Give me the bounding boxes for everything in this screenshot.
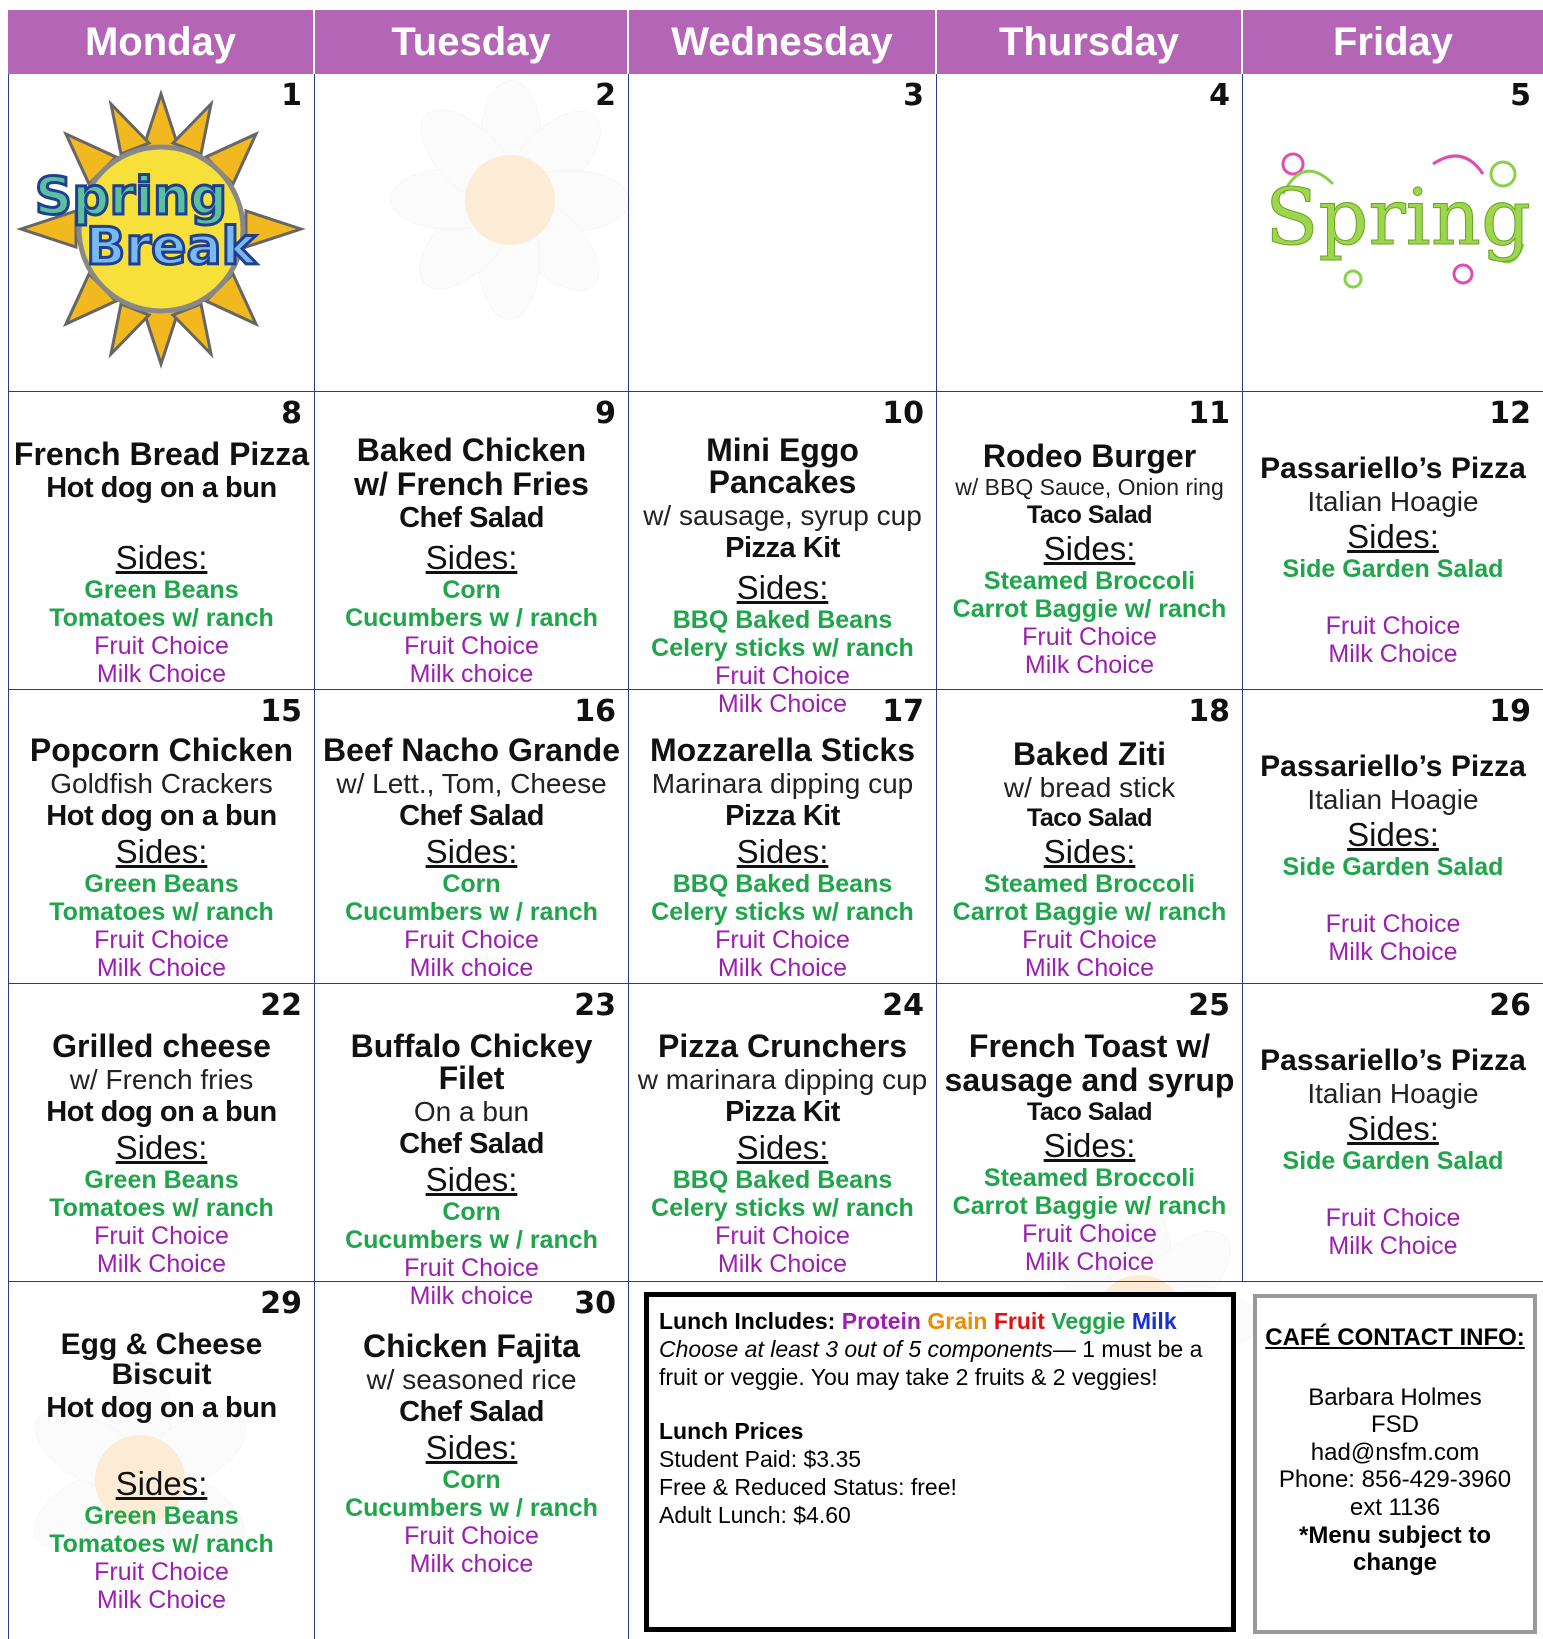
alternate-entree: Taco Salad <box>1026 501 1153 529</box>
day-cell-16 <box>315 690 629 984</box>
lunch-includes-label: Lunch Includes: <box>659 1308 836 1334</box>
sides-heading: Sides: <box>115 1129 208 1166</box>
entree-detail: w/ BBQ Sauce, Onion ring <box>955 474 1224 500</box>
entree-detail: Goldfish Crackers <box>50 768 273 799</box>
lunch-prices-title: Lunch Prices <box>659 1418 804 1445</box>
component-fruit: Fruit <box>993 1308 1045 1334</box>
svg-text:Spring: Spring <box>1265 173 1531 263</box>
entree: Rodeo Burger <box>982 438 1197 474</box>
entree: Popcorn Chicken <box>29 732 294 768</box>
side-item: Cucumbers w / ranch <box>345 1226 598 1254</box>
entree-detail: w marinara dipping cup <box>637 1064 928 1095</box>
alternate-entree: Chef Salad <box>399 1128 544 1160</box>
day-number: 29 <box>260 1286 302 1321</box>
entree: Passariello’s Pizza <box>1260 1044 1526 1077</box>
entree: Beef Nacho Grande <box>323 732 620 768</box>
sides-heading: Sides: <box>1347 1110 1439 1147</box>
fruit-choice: Fruit Choice <box>404 632 539 660</box>
milk-choice: Milk choice <box>409 1550 534 1578</box>
side-item: Tomatoes w/ ranch <box>49 604 274 632</box>
side-item: Green Beans <box>84 576 239 604</box>
sides-heading: Sides: <box>425 1429 518 1466</box>
fruit-choice: Fruit Choice <box>1022 623 1157 651</box>
lunch-info-box <box>644 1292 1236 1632</box>
day-cell-17 <box>629 690 937 984</box>
side-item: Side Garden Salad <box>1282 853 1504 881</box>
fruit-choice: Fruit Choice <box>94 632 229 660</box>
side-item: Green Beans <box>84 870 239 898</box>
day-cell-15 <box>8 690 315 984</box>
fruit-choice: Fruit Choice <box>1325 910 1461 938</box>
side-item: Tomatoes w/ ranch <box>49 1530 274 1558</box>
sides-heading: Sides: <box>115 1465 208 1502</box>
milk-choice: Milk Choice <box>96 1250 227 1278</box>
entree: Mini Eggo Pancakes <box>706 432 859 500</box>
day-number: 25 <box>1188 988 1230 1023</box>
day-number: 3 <box>903 78 924 113</box>
svg-text:Break: Break <box>85 217 257 277</box>
entree: Passariello’s Pizza <box>1260 750 1526 783</box>
header-monday: Monday <box>8 10 315 74</box>
day-number: 9 <box>595 396 616 431</box>
day-cell-22 <box>8 984 315 1282</box>
sides-heading: Sides: <box>736 833 829 870</box>
entree: w/ French Fries <box>354 466 589 502</box>
alternate-entree: Hot dog on a bun <box>46 472 277 504</box>
student-price: Student Paid: $3.35 <box>659 1446 862 1473</box>
day-number: 5 <box>1510 78 1531 113</box>
side-item: Carrot Baggie w/ ranch <box>952 595 1227 623</box>
sides-heading: Sides: <box>1043 1127 1136 1164</box>
spring-break-sun-image <box>11 84 311 364</box>
side-item: Corn <box>442 870 501 898</box>
contact-phone: Phone: 856-429-3960 <box>1278 1466 1512 1494</box>
day-cell-30 <box>315 1282 629 1639</box>
contact-role: FSD <box>1371 1411 1419 1439</box>
alternate-entree: Taco Salad <box>1026 1098 1153 1126</box>
day-cell-12 <box>1243 392 1543 690</box>
entree-detail: On a bun <box>413 1096 530 1127</box>
fruit-choice: Fruit Choice <box>94 1558 229 1586</box>
entree: Grilled cheese <box>52 1028 271 1064</box>
day-cell-3 <box>629 74 937 392</box>
lunch-includes-line <box>659 1307 1221 1335</box>
side-item: Corn <box>442 1198 501 1226</box>
entree-detail: w/ French fries <box>69 1064 254 1095</box>
milk-choice: Milk Choice <box>1328 938 1458 966</box>
menu-disclaimer: *Menu subject to change <box>1298 1521 1491 1577</box>
alternate-entree: Hot dog on a bun <box>46 1096 277 1128</box>
day-cell-5 <box>1243 74 1543 392</box>
entree: Buffalo Chickey Filet <box>350 1028 593 1096</box>
day-number: 15 <box>260 694 302 729</box>
fruit-choice: Fruit Choice <box>1325 612 1461 640</box>
header-thursday: Thursday <box>937 10 1243 74</box>
alternate-entree: Hot dog on a bun <box>46 800 277 832</box>
day-number: 11 <box>1188 396 1230 431</box>
entree: Chicken Fajita <box>363 1328 580 1364</box>
day-number: 22 <box>260 988 302 1023</box>
entree: Baked Chicken <box>356 432 587 468</box>
milk-choice: Milk choice <box>409 954 534 982</box>
milk-choice: Milk Choice <box>96 954 227 982</box>
side-item: Tomatoes w/ ranch <box>49 898 274 926</box>
milk-choice: Milk Choice <box>1328 640 1458 668</box>
side-item: Cucumbers w / ranch <box>345 604 598 632</box>
fruit-choice: Fruit Choice <box>404 1254 539 1282</box>
fruit-choice: Fruit Choice <box>94 926 229 954</box>
fruit-choice: Fruit Choice <box>404 1522 539 1550</box>
day-cell-8 <box>8 392 315 690</box>
day-number: 4 <box>1209 78 1230 113</box>
side-item: Steamed Broccoli <box>983 1164 1196 1192</box>
day-cell-2 <box>315 74 629 392</box>
contact-email[interactable]: had@nsfm.com <box>1310 1438 1480 1466</box>
fruit-choice: Fruit Choice <box>94 1222 229 1250</box>
sides-heading: Sides: <box>115 833 208 870</box>
alternate-entree: Chef Salad <box>399 1396 544 1428</box>
side-item: Side Garden Salad <box>1282 555 1504 583</box>
alternate-entree: Pizza Kit <box>725 532 840 564</box>
sides-heading: Sides: <box>425 1161 518 1198</box>
milk-choice: Milk Choice <box>1024 1248 1155 1276</box>
entree-detail: Italian Hoagie <box>1307 784 1479 815</box>
header-tuesday: Tuesday <box>315 10 629 74</box>
side-item: Green Beans <box>84 1166 239 1194</box>
day-cell-26 <box>1243 984 1543 1282</box>
free-reduced-price: Free & Reduced Status: free! <box>659 1474 957 1501</box>
milk-choice: Milk Choice <box>717 690 848 718</box>
component-milk: Milk <box>1131 1308 1177 1334</box>
entree-detail: w/ Lett., Tom, Cheese <box>336 768 607 799</box>
day-number: 10 <box>882 396 924 431</box>
contact-name: Barbara Holmes <box>1308 1383 1482 1411</box>
side-item: Steamed Broccoli <box>983 567 1196 595</box>
day-number: 23 <box>574 988 616 1023</box>
entree: French Bread Pizza <box>13 436 310 472</box>
components-rule: Choose at least 3 out of 5 components— 1 must be a fruit or veggie. You may take 2 fruits & 2 veggies! <box>659 1336 1203 1391</box>
day-cell-25 <box>937 984 1243 1282</box>
day-cell-1 <box>8 74 315 392</box>
entree: Egg & Cheese Biscuit <box>60 1328 263 1391</box>
fruit-choice: Fruit Choice <box>1022 926 1157 954</box>
alternate-entree: Chef Salad <box>399 800 544 832</box>
alternate-entree: Taco Salad <box>1026 804 1153 832</box>
side-item: Steamed Broccoli <box>983 870 1196 898</box>
sides-heading: Sides: <box>425 833 518 870</box>
milk-choice: Milk Choice <box>1024 954 1155 982</box>
side-item: BBQ Baked Beans <box>672 606 893 634</box>
component-veggie: Veggie <box>1051 1308 1126 1334</box>
header-friday: Friday <box>1243 10 1543 74</box>
side-item: Carrot Baggie w/ ranch <box>952 1192 1227 1220</box>
milk-choice: Milk Choice <box>1328 1232 1458 1260</box>
milk-choice: Milk Choice <box>717 1250 848 1278</box>
milk-choice: Milk Choice <box>1024 651 1155 679</box>
fruit-choice: Fruit Choice <box>1325 1204 1461 1232</box>
milk-choice: Milk choice <box>409 1282 534 1310</box>
fruit-choice: Fruit Choice <box>715 1222 850 1250</box>
sides-heading: Sides: <box>736 1129 829 1166</box>
spring-swirl-image <box>1263 134 1533 304</box>
side-item: Tomatoes w/ ranch <box>49 1194 274 1222</box>
side-item: Green Beans <box>84 1502 239 1530</box>
milk-choice: Milk choice <box>409 660 534 688</box>
day-number: 24 <box>882 988 924 1023</box>
fruit-choice: Fruit Choice <box>715 926 850 954</box>
entree-detail: Italian Hoagie <box>1307 486 1479 517</box>
side-item: Celery sticks w/ ranch <box>651 1194 914 1222</box>
component-protein: Protein <box>841 1308 921 1334</box>
component-grain: Grain <box>927 1308 988 1334</box>
entree: Mozzarella Sticks <box>650 732 915 768</box>
day-number: 19 <box>1489 694 1531 729</box>
entree-detail: Marinara dipping cup <box>651 768 914 799</box>
fruit-choice: Fruit Choice <box>1022 1220 1157 1248</box>
day-number: 1 <box>281 78 302 113</box>
side-item: BBQ Baked Beans <box>672 870 893 898</box>
cafe-contact-box <box>1253 1294 1537 1634</box>
day-cell-4 <box>937 74 1243 392</box>
entree: Baked Ziti <box>1013 736 1166 772</box>
contact-ext: ext 1136 <box>1349 1493 1441 1521</box>
day-cell-24 <box>629 984 937 1282</box>
side-item: Celery sticks w/ ranch <box>651 898 914 926</box>
sides-heading: Sides: <box>1347 816 1439 853</box>
sides-heading: Sides: <box>425 539 518 576</box>
day-cell-19 <box>1243 690 1543 984</box>
alternate-entree: Hot dog on a bun <box>46 1392 277 1424</box>
day-cell-18 <box>937 690 1243 984</box>
day-number: 17 <box>882 694 924 729</box>
side-item: Carrot Baggie w/ ranch <box>952 898 1227 926</box>
adult-price: Adult Lunch: $4.60 <box>659 1502 851 1529</box>
side-item: Cucumbers w / ranch <box>345 1494 598 1522</box>
fruit-choice: Fruit Choice <box>404 926 539 954</box>
day-number: 18 <box>1188 694 1230 729</box>
entree-detail: w/ bread stick <box>1003 772 1176 803</box>
alternate-entree: Pizza Kit <box>725 1096 840 1128</box>
day-cell-11 <box>937 392 1243 690</box>
fruit-choice: Fruit Choice <box>715 662 850 690</box>
entree: sausage and syrup <box>944 1062 1235 1098</box>
sides-heading: Sides: <box>115 539 208 576</box>
sides-heading: Sides: <box>1347 518 1439 555</box>
day-cell-9 <box>315 392 629 690</box>
alternate-entree: Pizza Kit <box>725 800 840 832</box>
sides-heading: Sides: <box>1043 833 1136 870</box>
day-number: 12 <box>1489 396 1531 431</box>
entree-detail: w/ seasoned rice <box>366 1364 577 1395</box>
side-item: Celery sticks w/ ranch <box>651 634 914 662</box>
milk-choice: Milk Choice <box>717 954 848 982</box>
entree-detail: w/ sausage, syrup cup <box>643 500 922 531</box>
day-number: 8 <box>281 396 302 431</box>
milk-choice: Milk Choice <box>96 1586 227 1614</box>
side-item: Corn <box>442 1466 501 1494</box>
side-item: Corn <box>442 576 501 604</box>
contact-title: CAFÉ CONTACT INFO: <box>1265 1324 1525 1351</box>
svg-text:Spring: Spring <box>34 167 228 227</box>
day-number: 26 <box>1489 988 1531 1023</box>
entree: French Toast w/ <box>968 1028 1211 1064</box>
sides-heading: Sides: <box>736 569 829 606</box>
day-number: 16 <box>574 694 616 729</box>
day-cell-29 <box>8 1282 315 1639</box>
header-wednesday: Wednesday <box>629 10 937 74</box>
milk-choice: Milk Choice <box>96 660 227 688</box>
day-number: 30 <box>574 1286 616 1321</box>
day-number: 2 <box>595 78 616 113</box>
entree: Passariello’s Pizza <box>1260 452 1526 485</box>
entree: Pizza Crunchers <box>658 1028 907 1064</box>
side-item: BBQ Baked Beans <box>672 1166 893 1194</box>
side-item: Cucumbers w / ranch <box>345 898 598 926</box>
entree-detail: Italian Hoagie <box>1307 1078 1479 1109</box>
sides-heading: Sides: <box>1043 530 1136 567</box>
side-item: Side Garden Salad <box>1282 1147 1504 1175</box>
alternate-entree: Chef Salad <box>399 502 544 534</box>
